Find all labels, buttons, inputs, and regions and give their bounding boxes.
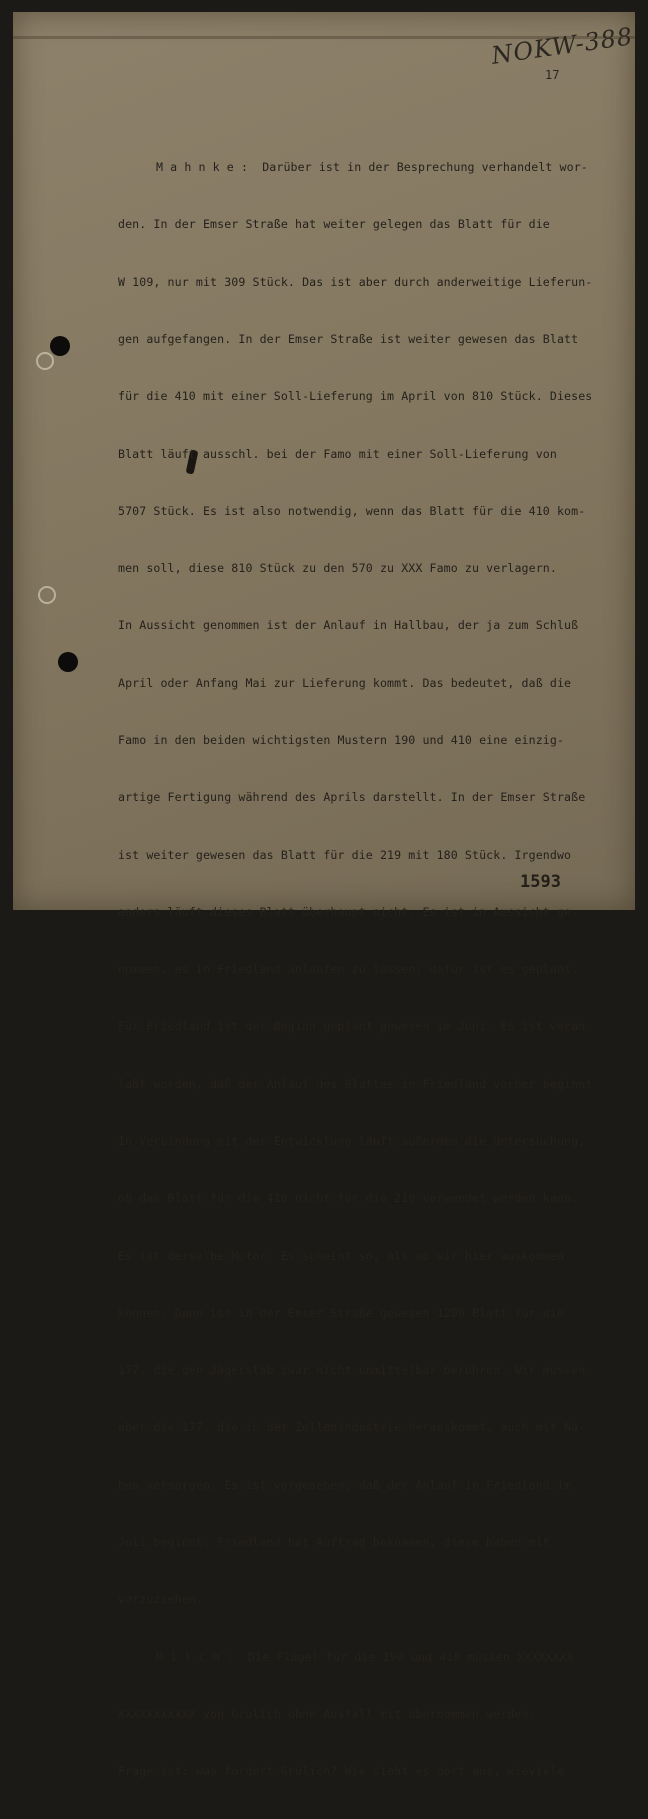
- text-line: Es ist derselbe Motor. Es scheint so, als ob wir hier auskommen: [118, 1248, 565, 1263]
- text-line: anders läuft dieses Blatt überhaupt nicht. Es ist in Aussicht ge-: [118, 904, 579, 919]
- text-line: für die 410 mit einer Soll-Lieferung im April von 810 Stück. Dieses: [118, 389, 593, 404]
- text-line: men soll, diese 810 Stück zu den 570 zu XXX Famo zu verlagern.: [118, 561, 557, 576]
- text-line: vorzuziehen.: [118, 1592, 203, 1607]
- text-line: M i l c h : Die Flügel für die 190 und 410 müssen XXXXXXXX: [156, 1649, 574, 1664]
- text-line: nommen, es in Friedland anlaufen zu lassen; dafür ist es geplant.: [118, 962, 579, 977]
- text-line: Frage ist: was fordert Grulich? Wie sieht es dort aus, wieviele: [118, 1764, 565, 1779]
- text-line: XXXXXXXXXXX von Grulich ohne Ausfall mit übernommen werden.: [118, 1706, 536, 1721]
- text-line: artige Fertigung während des Aprils darstellt. In der Emser Straße: [118, 790, 586, 805]
- text-line: den. In der Emser Straße hat weiter gelegen das Blatt für die: [118, 217, 550, 232]
- text-line: April oder Anfang Mai zur Lieferung kommt. Das bedeutet, daß die: [118, 675, 572, 690]
- punch-hole: [58, 652, 78, 672]
- document-number: 1593: [520, 872, 561, 892]
- text-line: laßt worden, daß der Anlauf des Blattes in Friedland vorher beginnt: [118, 1076, 593, 1091]
- punch-ring: [36, 352, 54, 370]
- punch-ring: [38, 586, 56, 604]
- text-line: 177, die den Jägerstab zwar nicht unmittelbar berühren. Wir müssen: [118, 1363, 586, 1378]
- text-line: Blatt läuft ausschl. bei der Famo mit einer Soll-Lieferung von: [118, 446, 557, 461]
- text-line: aber die 177, die in der Zellenindustrie herauskommt, auch mit Na-: [118, 1420, 586, 1435]
- text-line: M a h n k e : Darüber ist in der Besprechung verhandelt wor-: [156, 160, 588, 175]
- text-line: In Verbindung mit der Entwicklung läuft außerdem die Untersuchung,: [118, 1133, 586, 1148]
- archive-stamp: NOKW-388: [489, 22, 635, 70]
- typewritten-text: [118, 120, 618, 1819]
- text-line: ben versorgen. Es ist vorgesehen, daß der Anlauf in Friedland im: [118, 1477, 572, 1492]
- text-line: 5707 Stück. Es ist also notwendig, wenn das Blatt für die 410 kom-: [118, 503, 586, 518]
- text-line: können. Dann ist in der Emser Straße gewesen 1200 Blatt für die: [118, 1305, 565, 1320]
- text-line: ist weiter gewesen das Blatt für die 219 mit 180 Stück. Irgendwo: [118, 847, 572, 862]
- text-line: Famo in den beiden wichtigsten Mustern 190 und 410 eine einzig-: [118, 733, 565, 747]
- text-line: Für Friedland ist der Beginn geplant gewesen im Juni. Es ist veran-: [118, 1019, 593, 1034]
- text-line: Juli beginnt. Friedland hat Auftrag bekommen, diese Naben mit: [118, 1534, 550, 1549]
- text-line: In Aussicht genommen ist der Anlauf in Hallbau, der ja zum Schluß: [118, 618, 579, 633]
- text-line: W 109, nur mit 309 Stück. Das ist aber durch anderweitige Lieferun-: [118, 274, 593, 289]
- text-line: gen aufgefangen. In der Emser Straße ist weiter gewesen das Blatt: [118, 332, 579, 347]
- punch-hole: [50, 336, 70, 356]
- text-line: ob das Blatt für die 410 nicht für die 219 verwendet werden kann.: [118, 1191, 579, 1206]
- page-number: 17: [545, 68, 560, 82]
